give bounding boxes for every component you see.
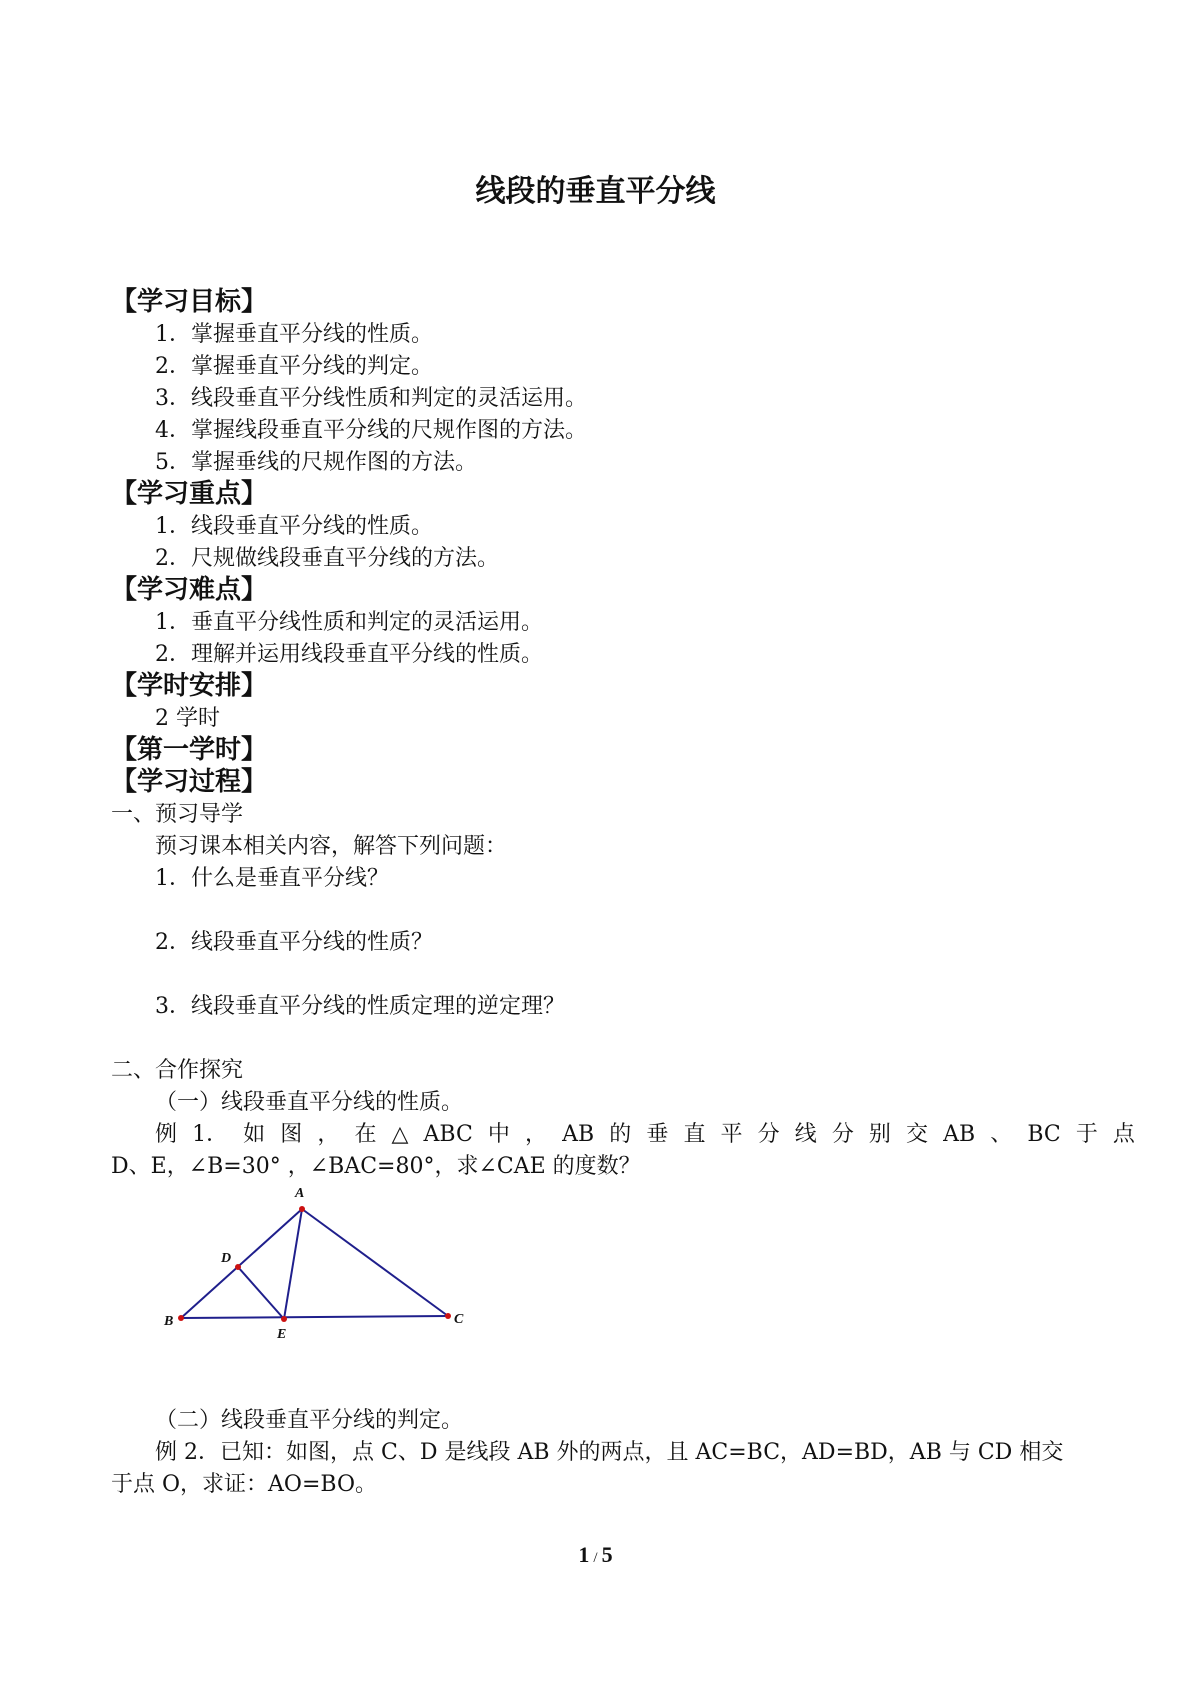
goal-item-5: 5．掌握垂线的尺规作图的方法。 (155, 450, 477, 475)
preview-intro: 预习课本相关内容，解答下列问题： (155, 834, 508, 859)
triangle-figure (150, 1183, 480, 1343)
example1-word: ， (317, 1122, 340, 1147)
segment-ae (284, 1209, 302, 1319)
example1-word: 交 (906, 1122, 929, 1147)
process-heading: 【学习过程】 (111, 767, 268, 797)
example1-word: 在 (354, 1122, 377, 1147)
goals-heading: 【学习目标】 (111, 287, 268, 317)
point-b (178, 1315, 184, 1321)
difficult-item-1: 1．垂直平分线性质和判定的灵活运用。 (155, 610, 543, 635)
example1-word: 直 (683, 1122, 706, 1147)
document-title: 线段的垂直平分线 (475, 174, 716, 209)
segment-bc (181, 1316, 448, 1318)
example1-line2: D、E，∠B=30° ，∠BAC=80°，求∠CAE 的度数？ (111, 1154, 641, 1179)
point-e (281, 1316, 287, 1322)
example1-word: 图 (280, 1122, 303, 1147)
example2-line1: 例 2．已知：如图，点 C、D 是线段 AB 外的两点，且 AC=BC，AD=BD，AB 与 CD 相交 (155, 1440, 1064, 1465)
example1-word: 、 (990, 1122, 1013, 1147)
goal-item-3: 3．线段垂直平分线性质和判定的灵活运用。 (155, 386, 587, 411)
goal-item-2: 2．掌握垂直平分线的判定。 (155, 354, 433, 379)
example1-word: 例 (155, 1122, 178, 1147)
schedule-heading: 【学时安排】 (111, 671, 268, 701)
preview-question-2: 2．线段垂直平分线的性质？ (155, 930, 433, 955)
key-item-1: 1．线段垂直平分线的性质。 (155, 514, 433, 539)
page-current: 1 (578, 1542, 590, 1567)
page-total: 5 (601, 1542, 613, 1567)
preview-heading: 一、预习导学 (111, 802, 244, 827)
example1-line1 (155, 1120, 1135, 1150)
example1-word: AB (943, 1122, 976, 1147)
goal-item-4: 4．掌握线段垂直平分线的尺规作图的方法。 (155, 418, 587, 443)
difficult-heading: 【学习难点】 (111, 575, 268, 605)
key-heading: 【学习重点】 (111, 479, 268, 509)
example1-word: 线 (794, 1122, 817, 1147)
example1-word: 平 (720, 1122, 743, 1147)
example1-word: BC (1027, 1122, 1061, 1147)
point-a (299, 1206, 305, 1212)
example1-word: 的 (609, 1122, 632, 1147)
page-separator: / (593, 1550, 598, 1566)
page-number (0, 1540, 1191, 1573)
segment-ab (181, 1209, 302, 1318)
first-lesson-heading: 【第一学时】 (111, 735, 268, 765)
difficult-item-2: 2．理解并运用线段垂直平分线的性质。 (155, 642, 543, 667)
example1-word: 1． (192, 1122, 229, 1147)
example1-word: 垂 (646, 1122, 669, 1147)
example1-word: AB (562, 1122, 595, 1147)
example1-word: 点 (1112, 1122, 1135, 1147)
label-a: A (295, 1186, 305, 1201)
point-c (445, 1313, 451, 1319)
example1-word: 中 (487, 1122, 510, 1147)
explore-heading: 二、合作探究 (111, 1058, 244, 1083)
segment-de (238, 1267, 284, 1319)
example1-word: ABC (423, 1122, 473, 1147)
preview-question-1: 1．什么是垂直平分线？ (155, 866, 389, 891)
part2-heading: （二）线段垂直平分线的判定。 (155, 1408, 464, 1433)
label-b: B (164, 1314, 174, 1329)
example1-word: 分 (757, 1122, 780, 1147)
label-d: D (221, 1251, 232, 1266)
example2-line2: 于点 O，求证：AO=BO。 (111, 1472, 377, 1497)
point-d (235, 1264, 241, 1270)
example1-word: 如 (243, 1122, 266, 1147)
label-e: E (277, 1327, 287, 1342)
example1-word: 分 (831, 1122, 854, 1147)
segment-ac (302, 1209, 448, 1316)
goal-item-1: 1．掌握垂直平分线的性质。 (155, 322, 433, 347)
example1-word: 别 (868, 1122, 891, 1147)
example1-word: 于 (1075, 1122, 1098, 1147)
schedule-value: 2 学时 (155, 706, 220, 731)
label-c: C (454, 1312, 464, 1327)
part1-heading: （一）线段垂直平分线的性质。 (155, 1090, 464, 1115)
key-item-2: 2．尺规做线段垂直平分线的方法。 (155, 546, 499, 571)
example1-word: △ (391, 1122, 409, 1147)
preview-question-3: 3．线段垂直平分线的性质定理的逆定理？ (155, 994, 565, 1019)
example1-word: ， (525, 1122, 548, 1147)
